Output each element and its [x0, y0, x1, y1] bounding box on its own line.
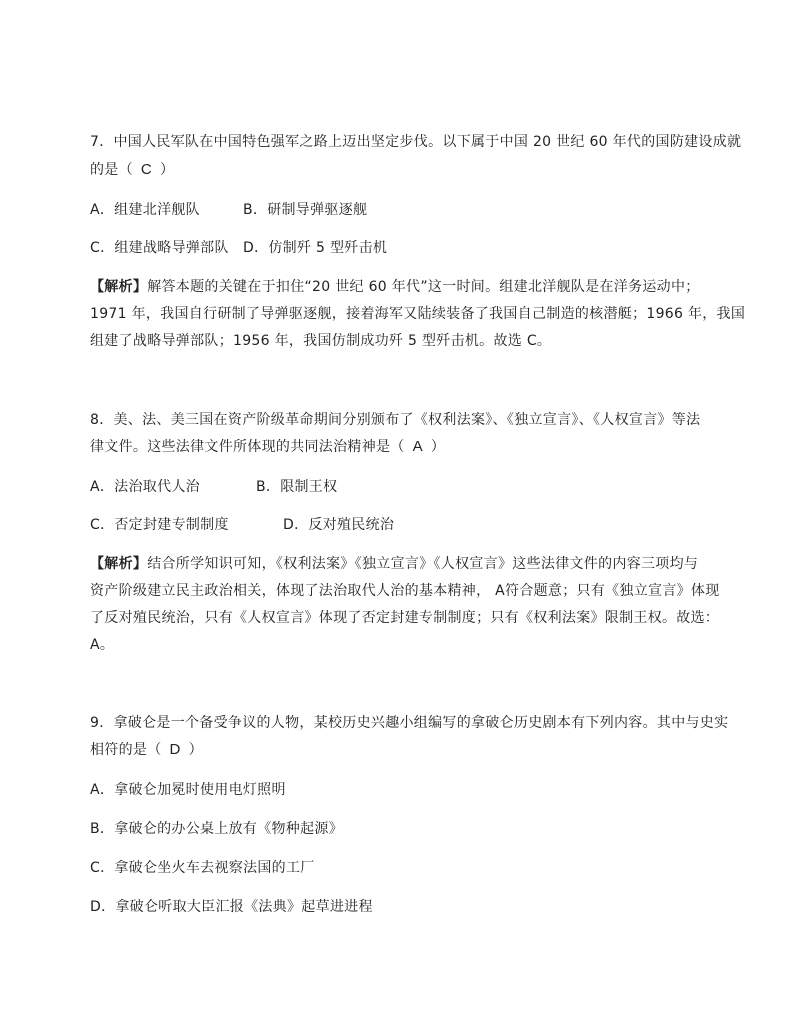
question-8-option-b: B．限制王权	[256, 479, 338, 495]
question-8-stem-line1: 8．美、法、美三国在资产阶级革命期间分别颁布了《权利法案》、《独立宣言》、《人权宣言》等法	[90, 412, 701, 428]
question-7-analysis-text1: 解答本题的关键在于扣住“20 世纪 60 年代”这一时间。组建北洋舰队是在洋务运动中；	[147, 279, 700, 295]
question-9-stem-line1: 9．拿破仑是一个备受争议的人物，某校历史兴趣小组编写的拿破仑历史剧本有下列内容。其中与史实	[90, 715, 729, 731]
question-8-answer: A	[412, 438, 423, 455]
question-7-options-row2	[90, 238, 387, 258]
question-8-option-d: D．反对殖民统治	[283, 517, 395, 533]
question-9-option-c: C．拿破仑坐火车去视察法国的工厂	[90, 860, 315, 876]
question-7-analysis-line3: 组建了战略导弹部队；1956 年，我国仿制成功歼 5 型歼击机。故选 C。	[90, 333, 552, 349]
question-7-options-row1	[90, 200, 367, 220]
question-7-stem-suffix: ）	[160, 162, 175, 178]
question-7-analysis-tag: 【解析】	[90, 279, 148, 295]
question-8-analysis-line4: A。	[90, 637, 115, 653]
question-7-analysis-line2: 1971 年，我国自行研制了导弹驱逐舰，接着海军又陆续装备了我国自己制造的核潜艇；1966 年，我国	[90, 306, 746, 322]
question-7-stem-prefix: 的是（	[90, 162, 133, 178]
question-7-option-b: B．研制导弹驱逐舰	[243, 202, 368, 218]
question-9-stem-suffix: ）	[188, 742, 203, 758]
question-8-options-row1	[90, 477, 337, 497]
question-7-option-a: A．组建北洋舰队	[90, 202, 200, 218]
question-8-options-row2	[90, 515, 394, 535]
question-8-analysis-tag: 【解析】	[90, 556, 148, 572]
question-9-option-d: D．拿破仑听取大臣汇报《法典》起草进进程	[90, 899, 373, 915]
question-7-analysis-line1	[90, 277, 700, 297]
question-7-answer: C	[140, 161, 153, 178]
question-9-stem-prefix: 相符的是（	[90, 742, 162, 758]
question-9-option-b: B．拿破仑的办公桌上放有《物种起源》	[90, 821, 344, 837]
question-7-stem-line2	[90, 160, 174, 180]
question-7-stem-line1: 7．中国人民军队在中国特色强军之路上迈出坚定步伐。以下属于中国 20 世纪 60 年代的国防建设成就	[90, 134, 742, 150]
question-8-analysis-line3: 了反对殖民统治，只有《人权宣言》体现了否定封建专制制度；只有《权利法案》限制王权。故选：	[90, 610, 720, 626]
question-8-stem-prefix: 律文件。这些法律文件所体现的共同法治精神是（	[90, 439, 405, 455]
question-7-option-d: D．仿制歼 5 型歼击机	[243, 240, 388, 256]
question-9-stem-line2	[90, 740, 203, 760]
question-8-option-a: A．法治取代人治	[90, 479, 200, 495]
question-8-analysis-line2: 资产阶级建立民主政治相关，体现了法治取代人治的基本精神， A符合题意；只有《独立宣言》体现	[90, 583, 720, 599]
question-9-answer: D	[169, 741, 181, 758]
question-8-analysis-text1: 结合所学知识可知，《权利法案》《独立宣言》《人权宣言》这些法律文件的内容三项均与	[147, 556, 699, 572]
question-8-analysis-line1	[90, 554, 698, 574]
question-8-stem-line2	[90, 437, 445, 457]
question-9-option-a: A．拿破仑加冕时使用电灯照明	[90, 782, 286, 798]
question-8-option-c: C．否定封建专制制度	[90, 517, 229, 533]
question-7-option-c: C．组建战略导弹部队	[90, 240, 229, 256]
question-8-stem-suffix: ）	[430, 439, 446, 455]
